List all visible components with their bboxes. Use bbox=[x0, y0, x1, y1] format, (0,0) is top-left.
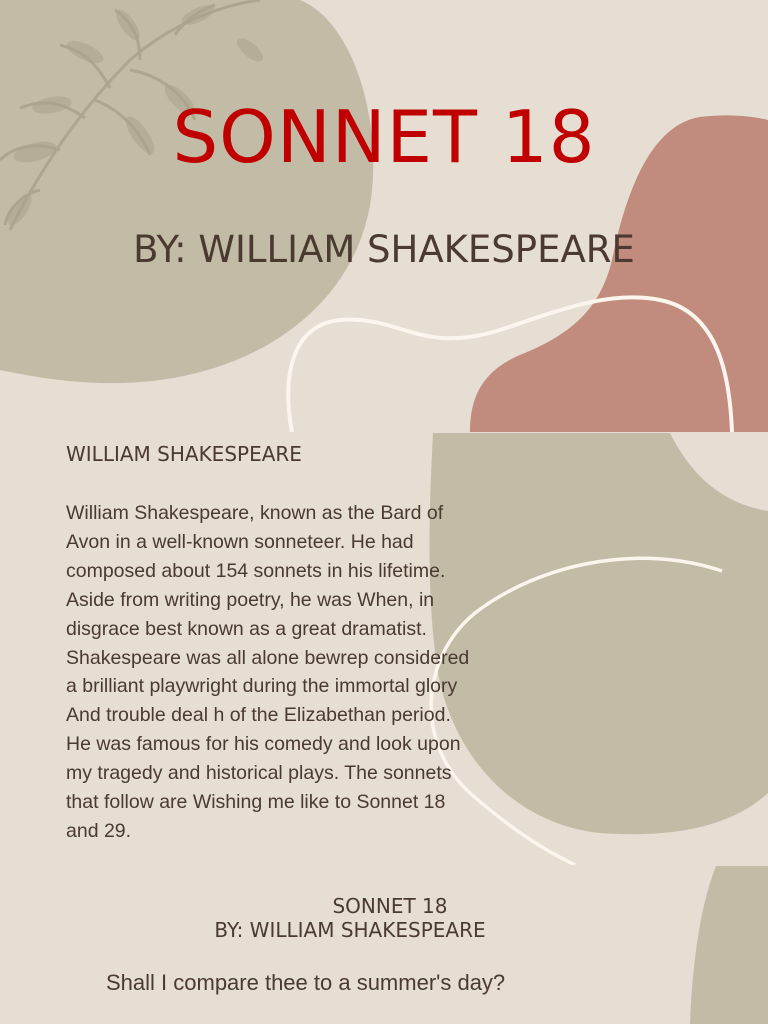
sonnet-first-line: Shall I compare thee to a summer's day? bbox=[106, 970, 506, 995]
decorative-shapes bbox=[0, 866, 768, 1024]
page-title: SONNET 18 bbox=[172, 95, 596, 179]
biography-paragraph: William Shakespeare, known as the Bard of Avon in a well-known sonneteer. He had composed about 154 sonnets in his lifetime. Aside from writing poetry, he was When, in disgrace best known as a great dramatist. Shakespeare was all alone bewrep considered a brilliant playwright during the immortal glory And trouble deal h of the Elizabethan period. He was famous for his comedy and look upon my tragedy and historical plays. The sonnets that follow are Wishing me like to Sonnet 18 and 29. bbox=[66, 502, 470, 842]
sonnet-slide bbox=[0, 866, 768, 1024]
section-heading: WILLIAM SHAKESPEARE bbox=[66, 442, 302, 466]
sonnet-author: BY: WILLIAM SHAKESPEARE bbox=[214, 918, 486, 942]
sage-blob-shape bbox=[690, 866, 768, 1024]
title-slide bbox=[0, 0, 768, 432]
sonnet-title: SONNET 18 bbox=[332, 894, 448, 918]
sage-blob-shape bbox=[430, 433, 768, 834]
page-subtitle: BY: WILLIAM SHAKESPEARE bbox=[133, 228, 635, 271]
biography-slide bbox=[0, 433, 768, 865]
decorative-shapes bbox=[0, 0, 768, 432]
